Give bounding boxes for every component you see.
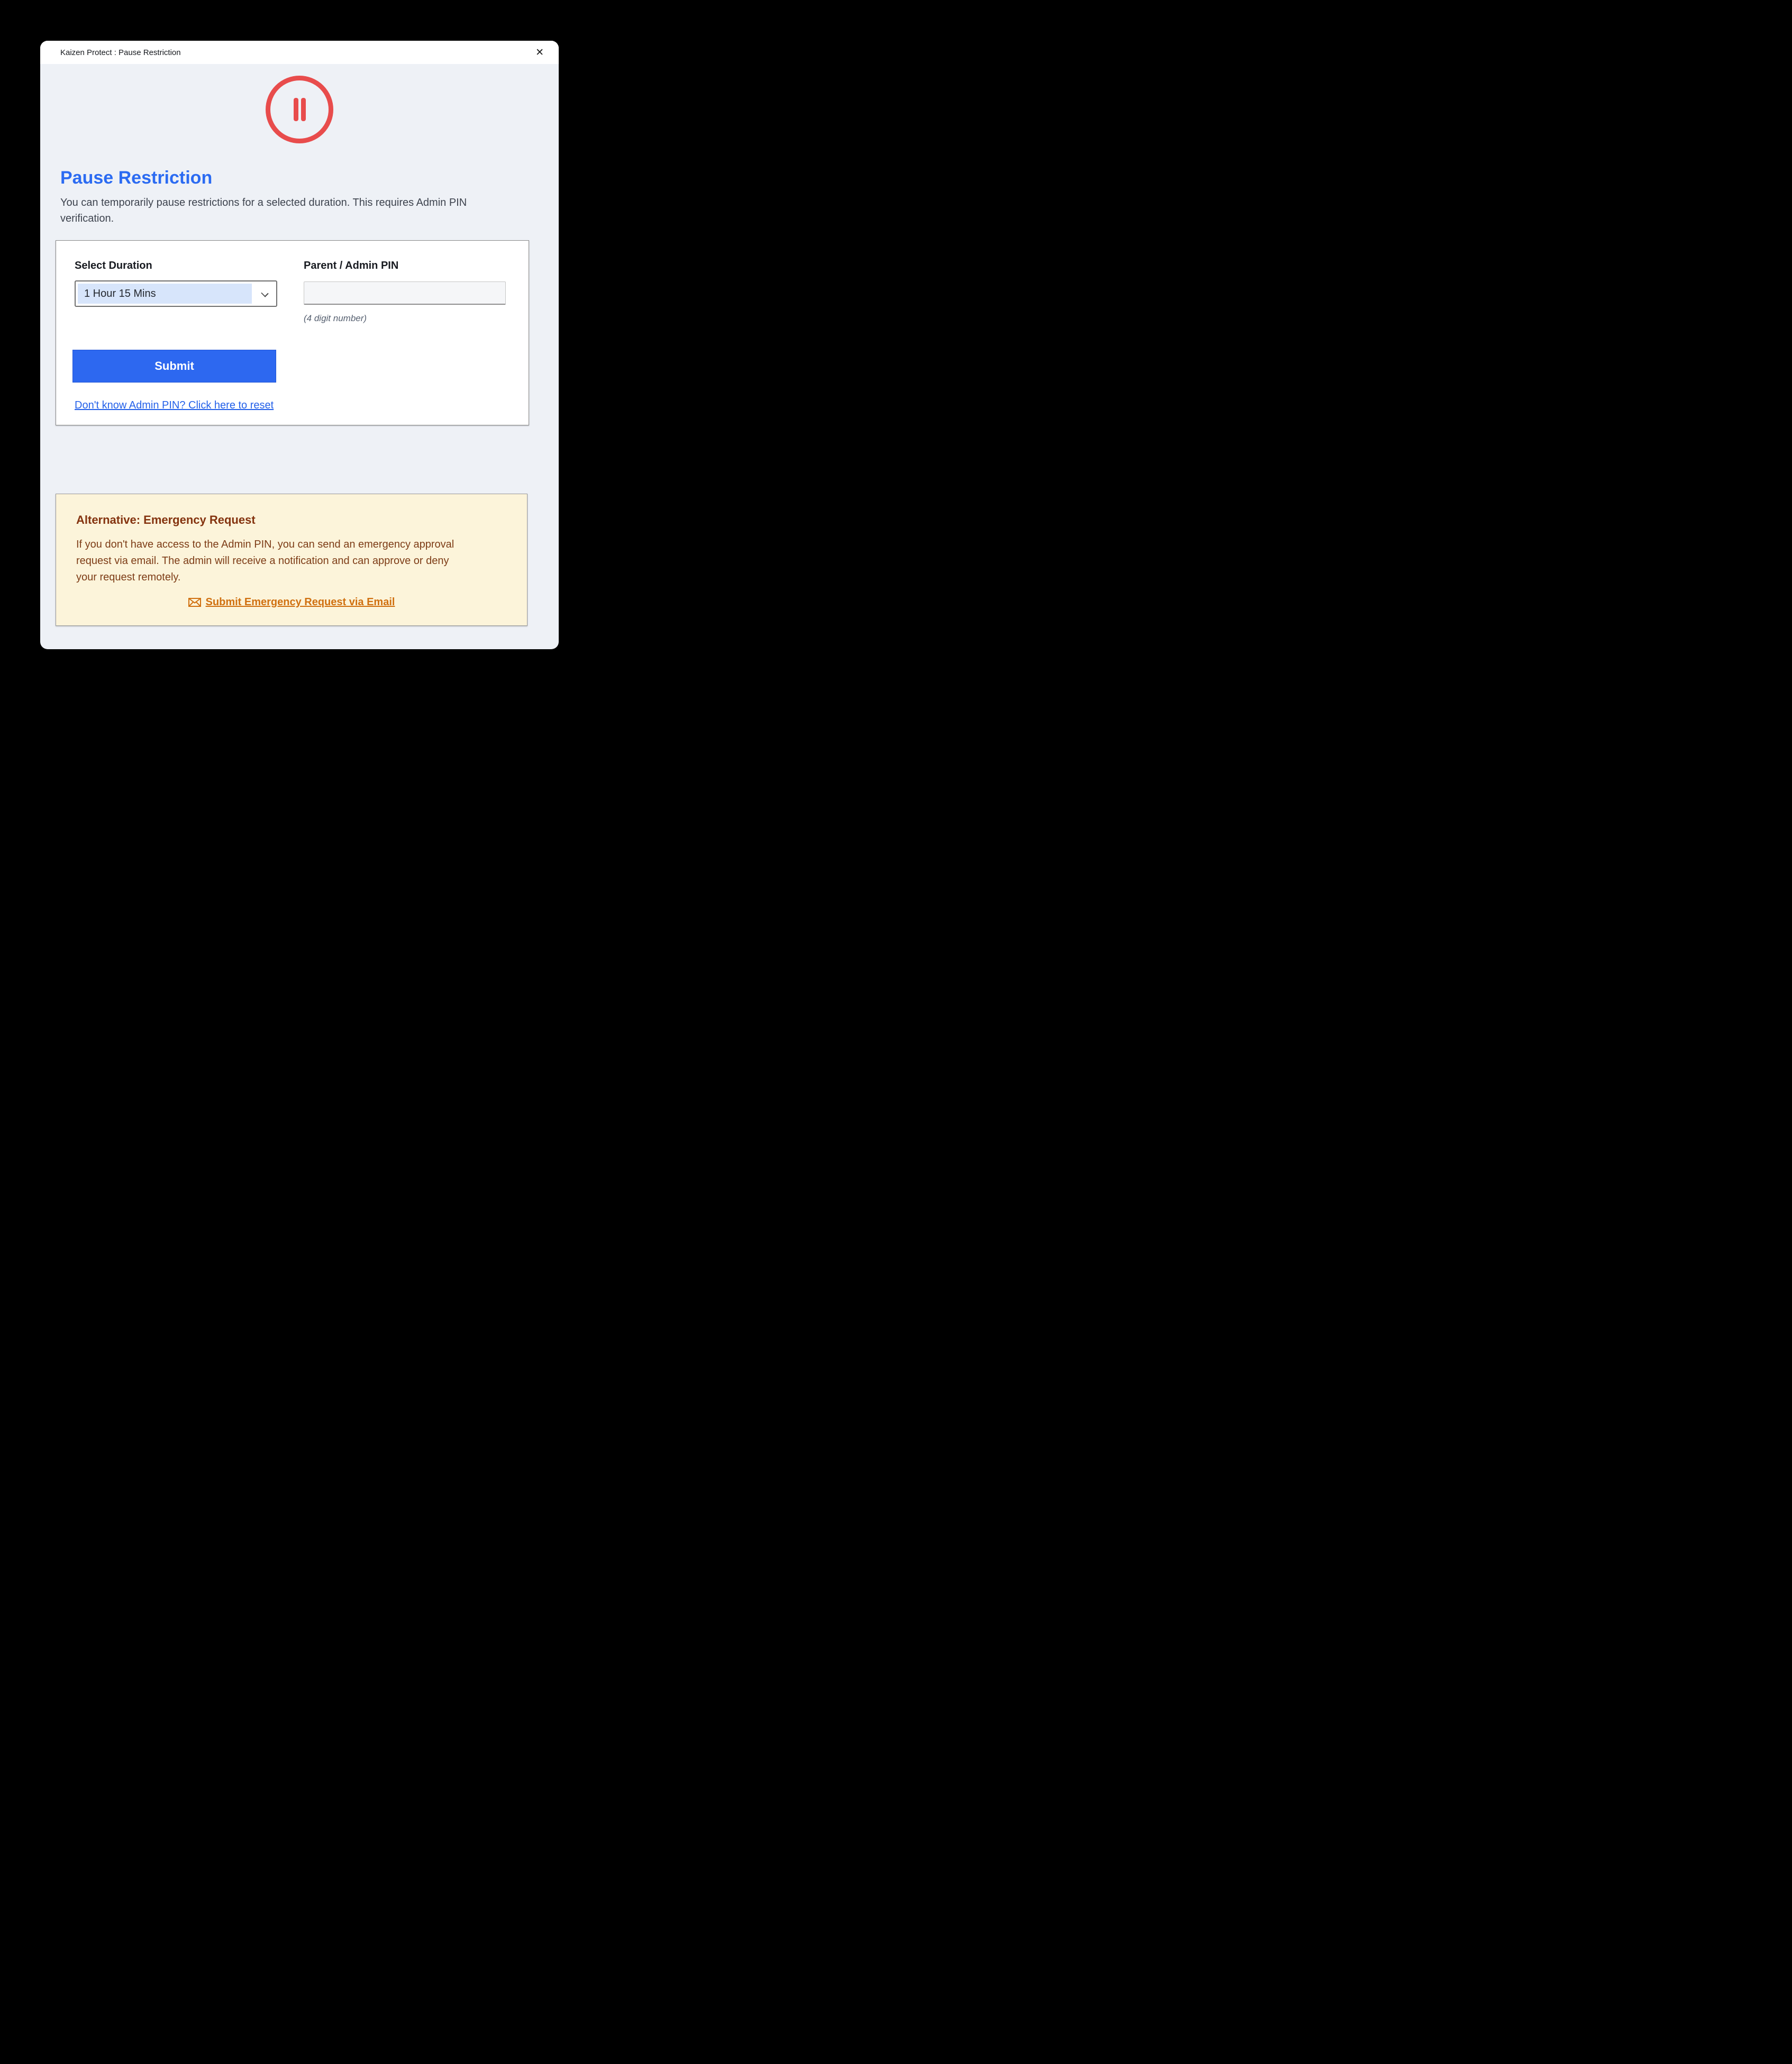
emergency-request-panel [56, 494, 527, 626]
emergency-request-body: If you don't have access to the Admin PIN, you can send an emergency approval request via email. The admin will receive a notification and can approve or deny your request remotely. [76, 539, 454, 583]
pause-icon [266, 76, 333, 143]
page-description: You can temporarily pause restrictions for a selected duration. This requires Admin PIN verification. [60, 197, 467, 224]
email-link-row [76, 596, 507, 608]
form-grid [56, 241, 529, 324]
close-icon[interactable]: ✕ [533, 47, 546, 59]
pin-hint: (4 digit number) [304, 313, 367, 323]
dialog-content [40, 76, 559, 649]
submit-emergency-email-link[interactable] [188, 596, 395, 608]
duration-label: Select Duration [75, 260, 152, 271]
reset-pin-link[interactable]: Don't know Admin PIN? Click here to reset [75, 399, 274, 411]
page-title: Pause Restriction [60, 168, 213, 188]
pause-bar-right [301, 98, 306, 121]
titlebar [40, 41, 559, 64]
emergency-request-heading: Alternative: Emergency Request [76, 513, 256, 526]
email-link-label: Submit Emergency Request via Email [205, 596, 395, 608]
duration-selected-value: 1 Hour 15 Mins [84, 287, 156, 299]
duration-column [75, 260, 304, 324]
window-title: Kaizen Protect : Pause Restriction [60, 48, 181, 57]
dialog-window [40, 41, 559, 649]
pin-label: Parent / Admin PIN [304, 260, 399, 271]
pause-bar-left [294, 98, 298, 121]
duration-select[interactable] [75, 280, 277, 307]
pin-column [304, 260, 515, 324]
envelope-icon [188, 598, 201, 607]
pause-form-card [56, 240, 529, 425]
chevron-down-icon [261, 289, 268, 297]
submit-button[interactable]: Submit [72, 350, 276, 383]
admin-pin-input[interactable] [304, 281, 506, 305]
duration-selected-highlight [78, 284, 252, 304]
